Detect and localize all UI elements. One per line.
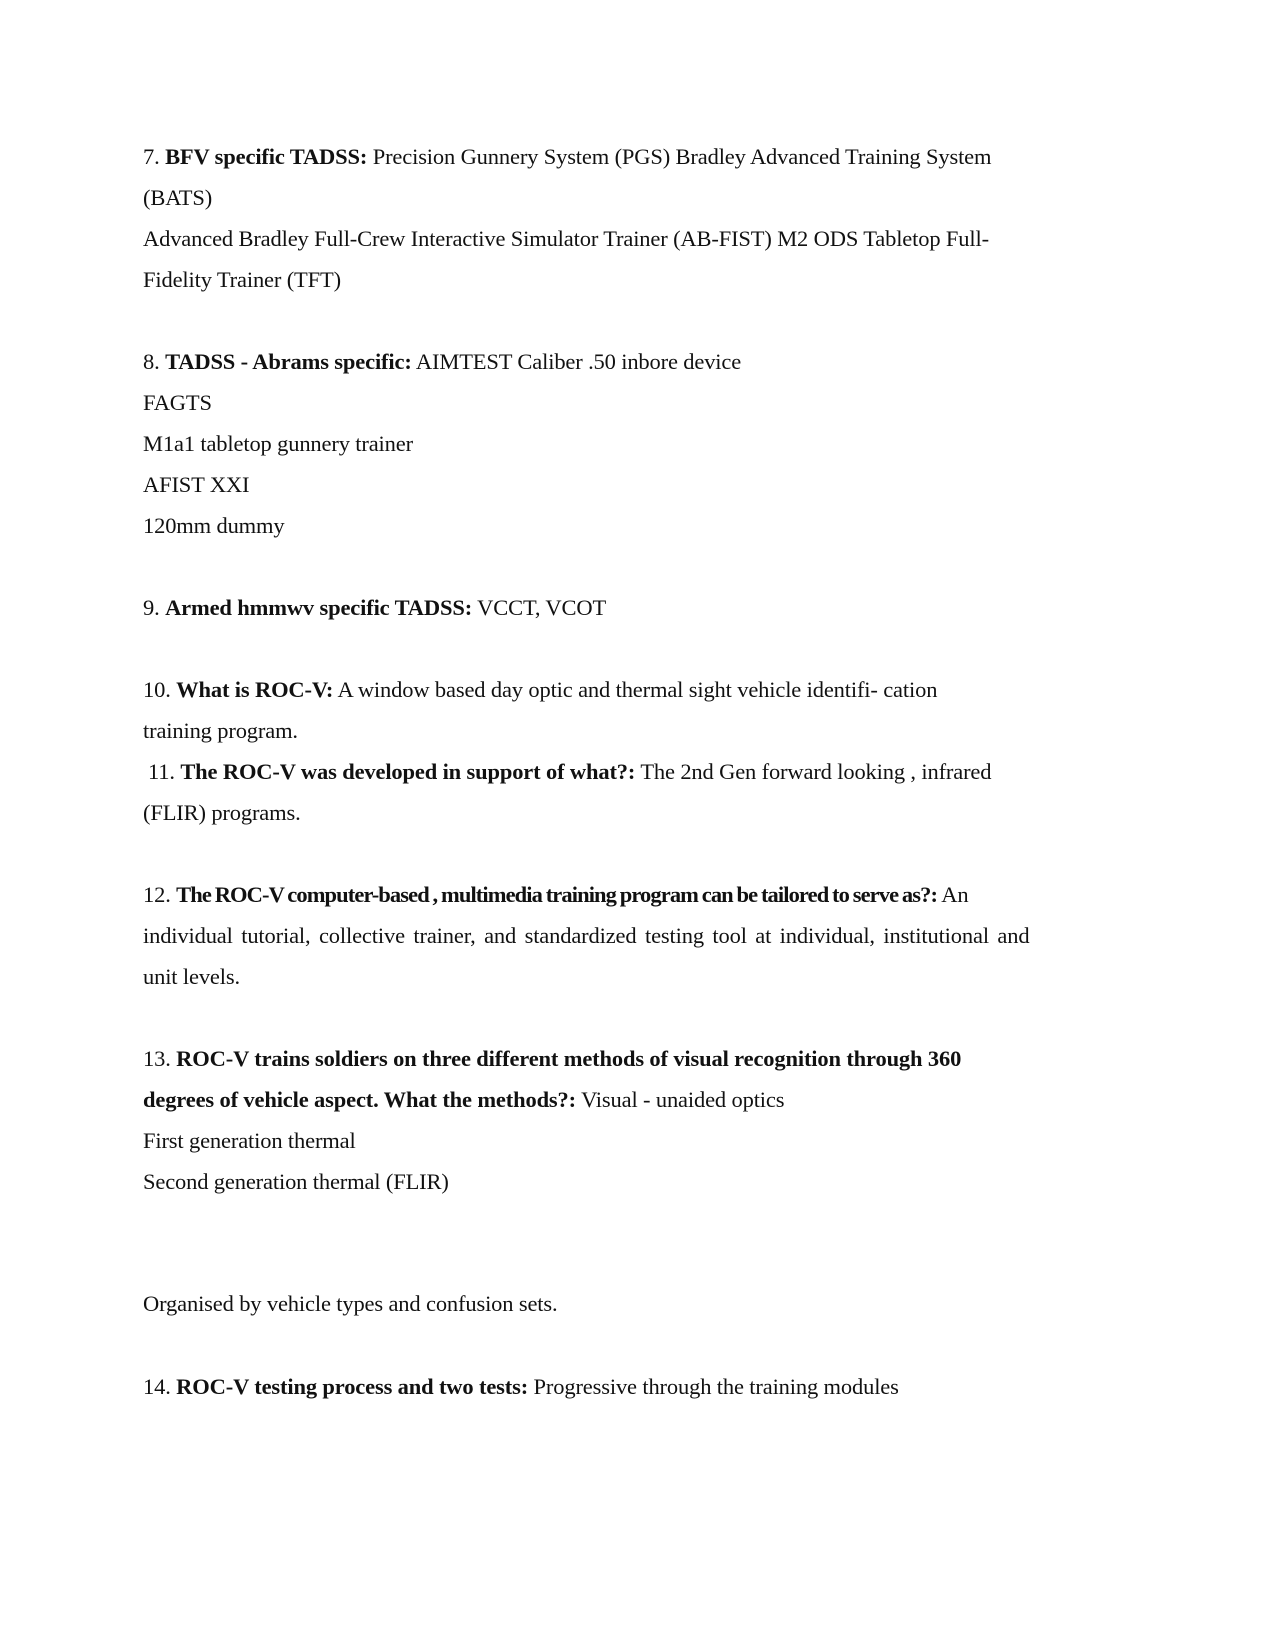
item-13-number: 13. [143,1046,171,1071]
item-8-answer: AIMTEST Caliber .50 inbore device [415,349,742,374]
item-7-line-4: Fidelity Trainer (TFT) [143,267,341,292]
item-8-line-5: 120mm dummy [143,513,285,538]
item-12-line-3: unit levels. [143,964,240,989]
item-9-line-1 [143,593,606,623]
item-8-line-3: M1a1 tabletop gunnery trainer [143,431,413,456]
item-11-line-2: (FLIR) programs. [143,800,301,825]
item-10-line-2: training program. [143,718,298,743]
item-9-question: Armed hmmwv specific TADSS: [165,595,473,620]
item-7-line-2: (BATS) [143,185,213,210]
item-12-question: The ROC-V computer-based , multimedia training program can be tailored to serve as?: [176,882,938,907]
item-8-line-4: AFIST XXI [143,472,250,497]
item-13-line-3: First generation thermal [143,1128,356,1153]
item-7-answer: Precision Gunnery System (PGS) Bradley Advanced Training System [372,144,992,169]
item-13-question-part-1: ROC-V trains soldiers on three different methods of visual recognition through 360 [176,1046,962,1071]
item-13-line-5: Organised by vehicle types and confusion sets. [143,1291,558,1316]
item-7-line-1 [143,142,991,172]
item-10-question: What is ROC-V: [176,677,334,702]
item-13-answer: Visual - unaided optics [581,1087,785,1112]
item-14-number: 14. [143,1374,171,1399]
item-11-question: The ROC-V was developed in support of what?: [180,759,636,784]
item-10-number: 10. [143,677,171,702]
item-13-question-part-2: degrees of vehicle aspect. What the methods?: [143,1087,576,1112]
item-8-line-1 [143,347,741,377]
item-12-line-1 [143,880,968,910]
item-9-number: 9. [143,595,160,620]
item-14-line-1 [143,1372,899,1402]
item-14-answer: Progressive through the training modules [533,1374,899,1399]
item-7-question: BFV specific TADSS: [165,144,368,169]
item-13-line-1 [143,1044,961,1074]
item-8-question: TADSS - Abrams specific: [165,349,412,374]
item-13-line-2 [143,1085,784,1115]
item-9-answer: VCCT, VCOT [477,595,607,620]
item-11-line-1 [148,757,991,787]
item-12-number: 12. [143,882,171,907]
item-11-answer: The 2nd Gen forward looking , infrared [640,759,992,784]
item-8-number: 8. [143,349,160,374]
item-10-line-1 [143,675,937,705]
item-10-answer: A window based day optic and thermal sight vehicle identifi- cation [337,677,938,702]
item-8-line-2: FAGTS [143,390,212,415]
item-13-line-4: Second generation thermal (FLIR) [143,1169,449,1194]
item-11-number: 11. [148,759,175,784]
item-7-line-3: Advanced Bradley Full-Crew Interactive Simulator Trainer (AB-FIST) M2 ODS Tabletop Full- [143,226,989,251]
item-12-answer: An [941,882,969,907]
item-12-line-2: individual tutorial, collective trainer, and standardized testing tool at individual, institutional and [143,923,1030,948]
item-7-number: 7. [143,144,160,169]
item-14-question: ROC-V testing process and two tests: [176,1374,529,1399]
